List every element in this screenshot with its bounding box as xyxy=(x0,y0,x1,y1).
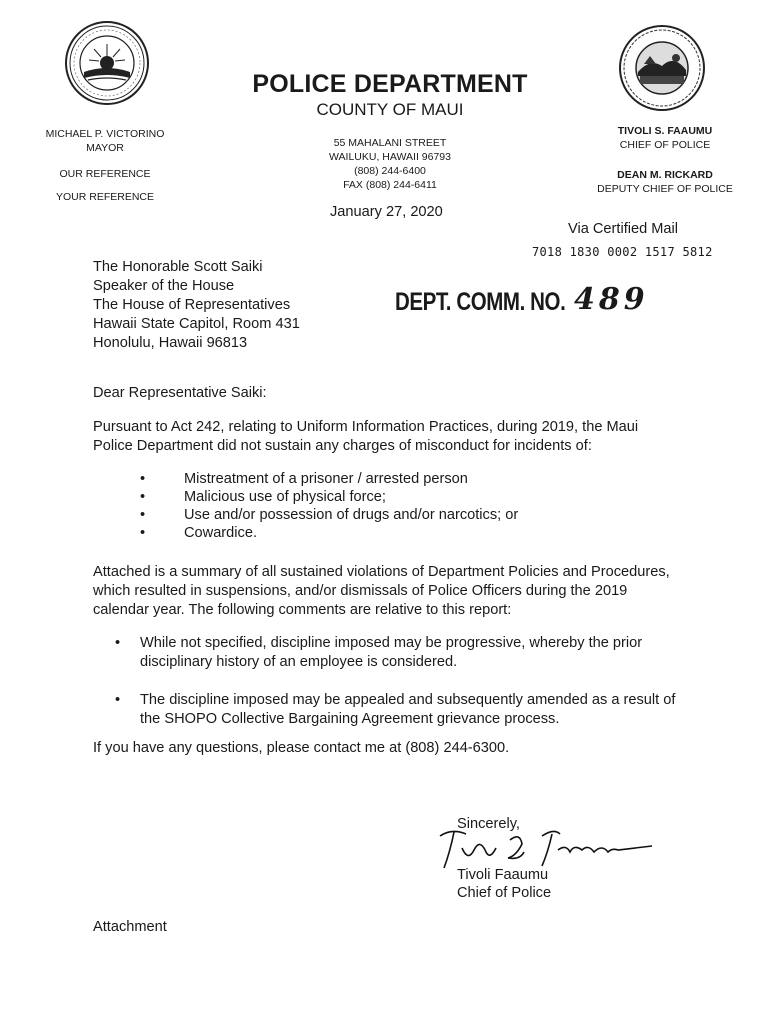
deputy-title: DEPUTY CHIEF OF POLICE xyxy=(597,183,733,195)
address-line: (808) 244-6400 xyxy=(354,165,426,177)
signer-name: Tivoli Faaumu xyxy=(457,867,549,883)
salutation: Dear Representative Saiki: xyxy=(93,385,267,401)
county-name: COUNTY OF MAUI xyxy=(316,100,464,119)
recipient-line: The Honorable Scott Saiki xyxy=(93,259,263,275)
chief-title: CHIEF OF POLICE xyxy=(619,139,711,151)
dept-comm-stamp-label: DEPT. COMM. NO. xyxy=(395,288,566,316)
bullet-icon: • xyxy=(140,489,146,505)
your-reference: YOUR REFERENCE xyxy=(55,191,154,203)
sincerely: Sincerely, xyxy=(457,816,520,832)
recipient-line: Honolulu, Hawaii 96813 xyxy=(93,335,248,351)
deputy-block xyxy=(585,168,745,196)
chief-name: TIVOLI S. FAAUMU xyxy=(617,125,713,137)
bullet-icon: • xyxy=(115,692,121,708)
recipient-line: Hawaii State Capitol, Room 431 xyxy=(93,316,300,332)
address-line: 55 MAHALANI STREET xyxy=(333,137,447,149)
paragraph-1: Pursuant to Act 242, relating to Uniform Information Practices, during 2019, the Maui Police Department did not sustain any charges of misconduct for incidents of: xyxy=(93,419,639,454)
maui-police-department-badge-icon xyxy=(618,24,706,112)
list-item-text: Malicious use of physical force; xyxy=(184,489,386,505)
list-item xyxy=(115,634,685,672)
tracking-number: 7018 1830 0002 1517 5812 xyxy=(532,245,713,259)
bullet-icon: • xyxy=(140,471,146,487)
list-item-text: Mistreatment of a prisoner / arrested person xyxy=(184,471,468,487)
bullet-icon: • xyxy=(140,507,146,523)
deputy-name: DEAN M. RICKARD xyxy=(617,169,713,181)
list-item-text: Use and/or possession of drugs and/or narcotics; or xyxy=(184,507,519,523)
letter-date: January 27, 2020 xyxy=(330,204,443,220)
recipient-line: The House of Representatives xyxy=(93,297,291,313)
attachment-label: Attachment xyxy=(93,919,167,935)
list-item-text: The discipline imposed may be appealed and subsequently amended as a result of the SHOPO Collective Bargaining Agreement grievance process. xyxy=(140,692,676,727)
paragraph-2: Attached is a summary of all sustained violations of Department Policies and Procedures, which resulted in suspensions, and/or dismissals of Police Officers during the 2019 calendar year. The following comments are relative to this report: xyxy=(93,564,670,618)
address-line: WAILUKU, HAWAII 96793 xyxy=(329,151,451,163)
list-item-text: Cowardice. xyxy=(184,525,257,541)
address-block xyxy=(280,136,500,192)
mayor-block xyxy=(20,127,190,155)
comments-list xyxy=(115,634,685,729)
county-of-maui-seal-icon xyxy=(64,20,150,106)
bullet-icon: • xyxy=(115,635,121,651)
misconduct-list xyxy=(140,470,660,542)
dept-comm-number: 489 xyxy=(574,282,649,317)
list-item xyxy=(140,470,660,488)
recipient-line: Speaker of the House xyxy=(93,278,235,294)
address-line: FAX (808) 244-6411 xyxy=(343,179,437,191)
list-item xyxy=(140,488,660,506)
chief-block xyxy=(585,124,745,152)
mayor-title: MAYOR xyxy=(86,142,124,154)
list-item-text: While not specified, discipline imposed may be progressive, whereby the prior disciplinary history of an employee is considered. xyxy=(140,635,643,670)
closing-line: If you have any questions, please contact me at (808) 244-6300. xyxy=(93,740,510,756)
signer-title: Chief of Police xyxy=(457,885,552,901)
recipient-address xyxy=(93,258,353,353)
list-item xyxy=(115,691,685,729)
department-title: POLICE DEPARTMENT xyxy=(252,70,528,98)
our-reference: OUR REFERENCE xyxy=(59,168,151,180)
mailing-method: Via Certified Mail xyxy=(568,221,679,237)
mayor-name: MICHAEL P. VICTORINO xyxy=(45,128,165,140)
list-item xyxy=(140,506,660,524)
bullet-icon: • xyxy=(140,525,146,541)
list-item xyxy=(140,524,660,542)
